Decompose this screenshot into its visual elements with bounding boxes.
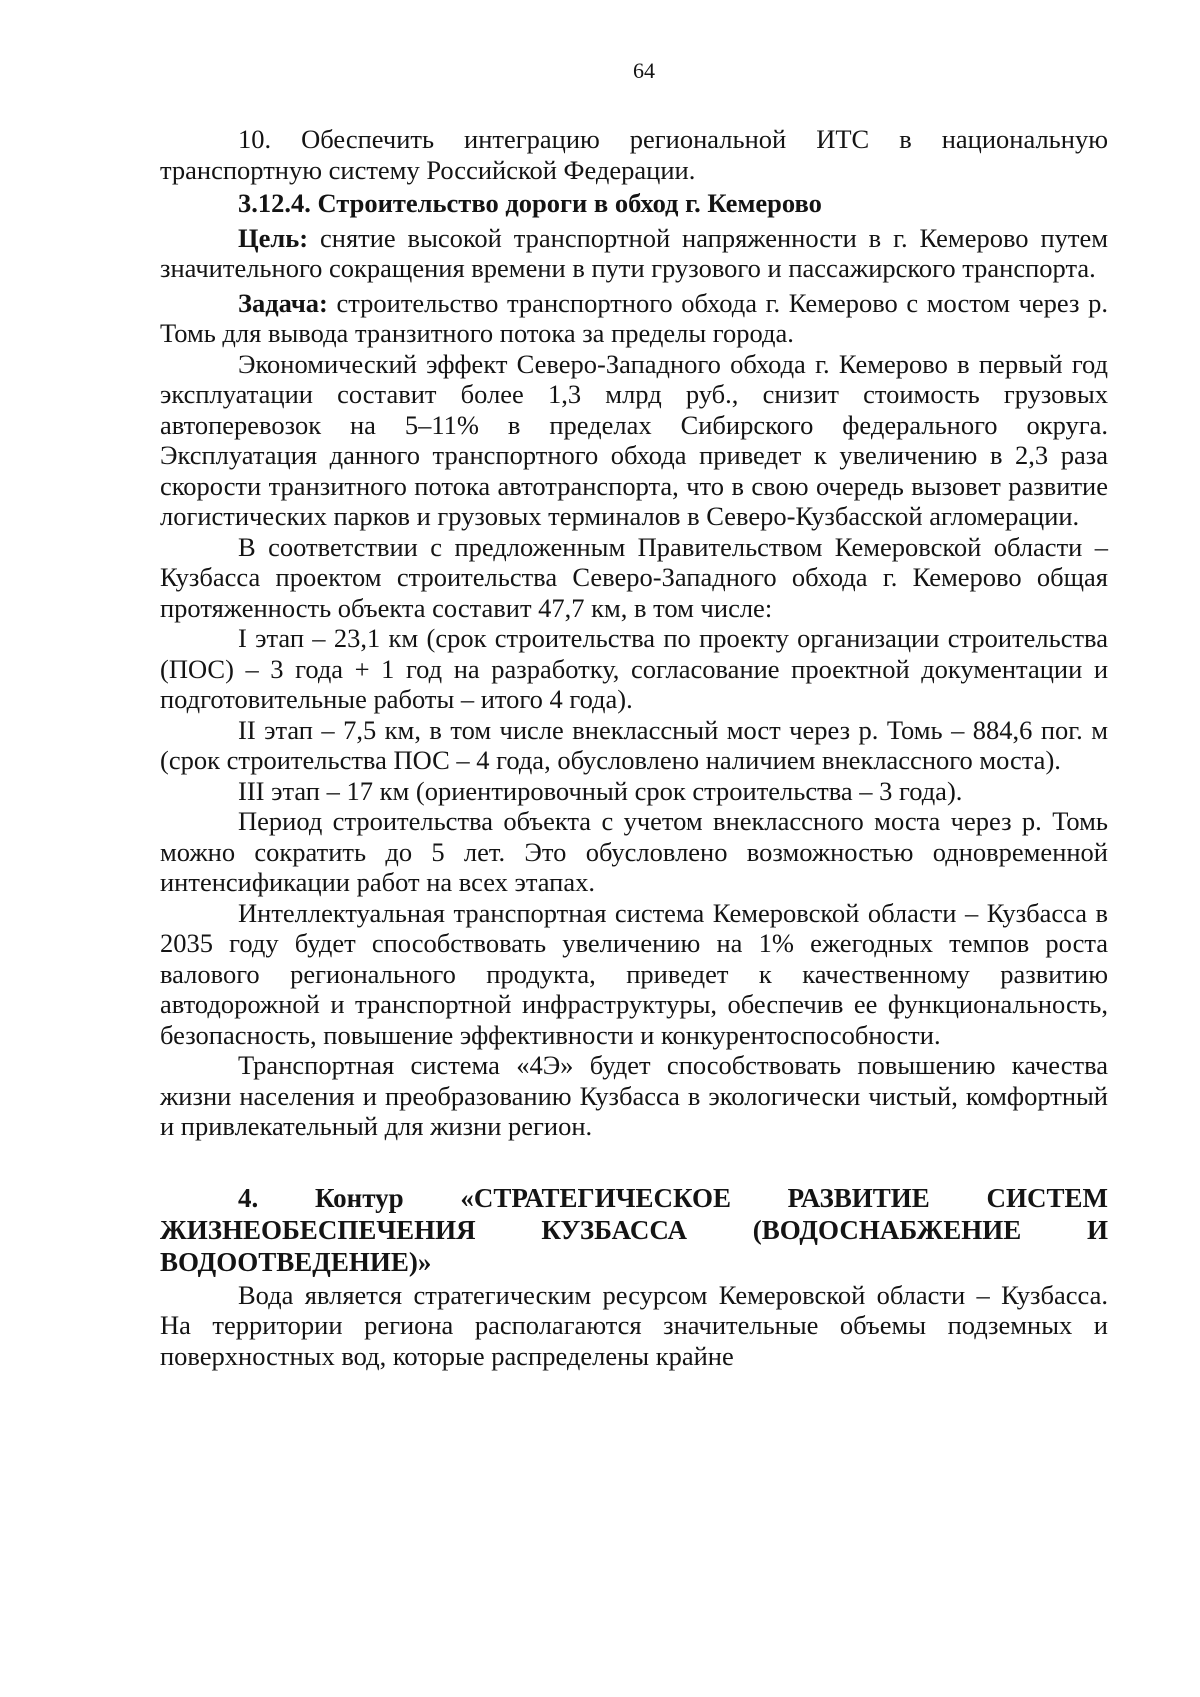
goal-label: Цель: <box>238 222 309 253</box>
page-number: 64 <box>633 58 655 83</box>
paragraph-project: В соответствии с предложенным Правительством Кемеровской области – Кузбасса проектом строительства Северо-Западного обхода г. Кемерово общая протяженность объекта составит 47,7 км, в том числе: <box>160 531 1108 623</box>
subheading-3-12-4: 3.12.4. Строительство дороги в обход г. Кемерово <box>238 188 822 218</box>
paragraph-stage-3: III этап – 17 км (ориентировочный срок строительства – 3 года). <box>238 775 963 806</box>
paragraph-task <box>160 288 1108 349</box>
section-heading-4: 4. Контур «СТРАТЕГИЧЕСКОЕ РАЗВИТИЕ СИСТЕМ ЖИЗНЕОБЕСПЕЧЕНИЯ КУЗБАССА (ВОДОСНАБЖЕНИЕ И ВОДООТВЕДЕНИЕ)» <box>160 1182 1108 1277</box>
paragraph-goal <box>160 223 1108 284</box>
paragraph-its: Интеллектуальная транспортная система Кемеровской области – Кузбасса в 2035 году будет способствовать увеличению на 1% ежегодных темпов роста валового регионального продукта, приведет к качественному развитию автодорожной и транспортной инфраструктуры, обеспечив ее функциональность, безопасность, повышение эффективности и конкурентоспособности. <box>160 897 1108 1050</box>
paragraph-water: Вода является стратегическим ресурсом Кемеровской области – Кузбасса. На территории региона располагаются значительные объемы подземных и поверхностных вод, которые распределены крайне <box>160 1279 1108 1371</box>
task-text: строительство транспортного обхода г. Кемерово с мостом через р. Томь для вывода транзитного потока за пределы города. <box>160 287 1108 348</box>
paragraph-stage-1: I этап – 23,1 км (срок строительства по проекту организации строительства (ПОС) – 3 года + 1 год на разработку, согласование проектной документации и подготовительные работы – итого 4 года). <box>160 623 1108 714</box>
paragraph-period: Период строительства объекта с учетом внеклассного моста через р. Томь можно сократить до 5 лет. Это обусловлено возможностью одновременной интенсификации работ на всех этапах. <box>160 806 1108 897</box>
paragraph-stage-2: II этап – 7,5 км, в том числе внеклассный мост через р. Томь – 884,6 пог. м (срок строительства ПОС – 4 года, обусловлено наличием внеклассного моста). <box>160 714 1108 775</box>
goal-text: снятие высокой транспортной напряженности в г. Кемерово путем значительного сокращения времени в пути грузового и пассажирского транспорта. <box>160 222 1108 283</box>
task-label: Задача: <box>238 287 328 318</box>
paragraph-economic-effect: Экономический эффект Северо-Западного обхода г. Кемерово в первый год эксплуатации составит более 1,3 млрд руб., снизит стоимость грузовых автоперевозок на 5–11% в пределах Сибирского федерального округа. Эксплуатация данного транспортного обхода приведет к увеличению в 2,3 раза скорости транзитного потока автотранспорта, что в свою очередь вызовет развитие логистических парков и грузовых терминалов в Северо-Кузбасской агломерации. <box>160 348 1108 531</box>
paragraph-system-4e: Транспортная система «4Э» будет способствовать повышению качества жизни населения и преобразованию Кузбасса в экологически чистый, комфортный и привлекательный для жизни регион. <box>160 1050 1108 1141</box>
paragraph-item-10: 10. Обеспечить интеграцию региональной ИТС в национальную транспортную систему Российской Федерации. <box>160 124 1108 185</box>
